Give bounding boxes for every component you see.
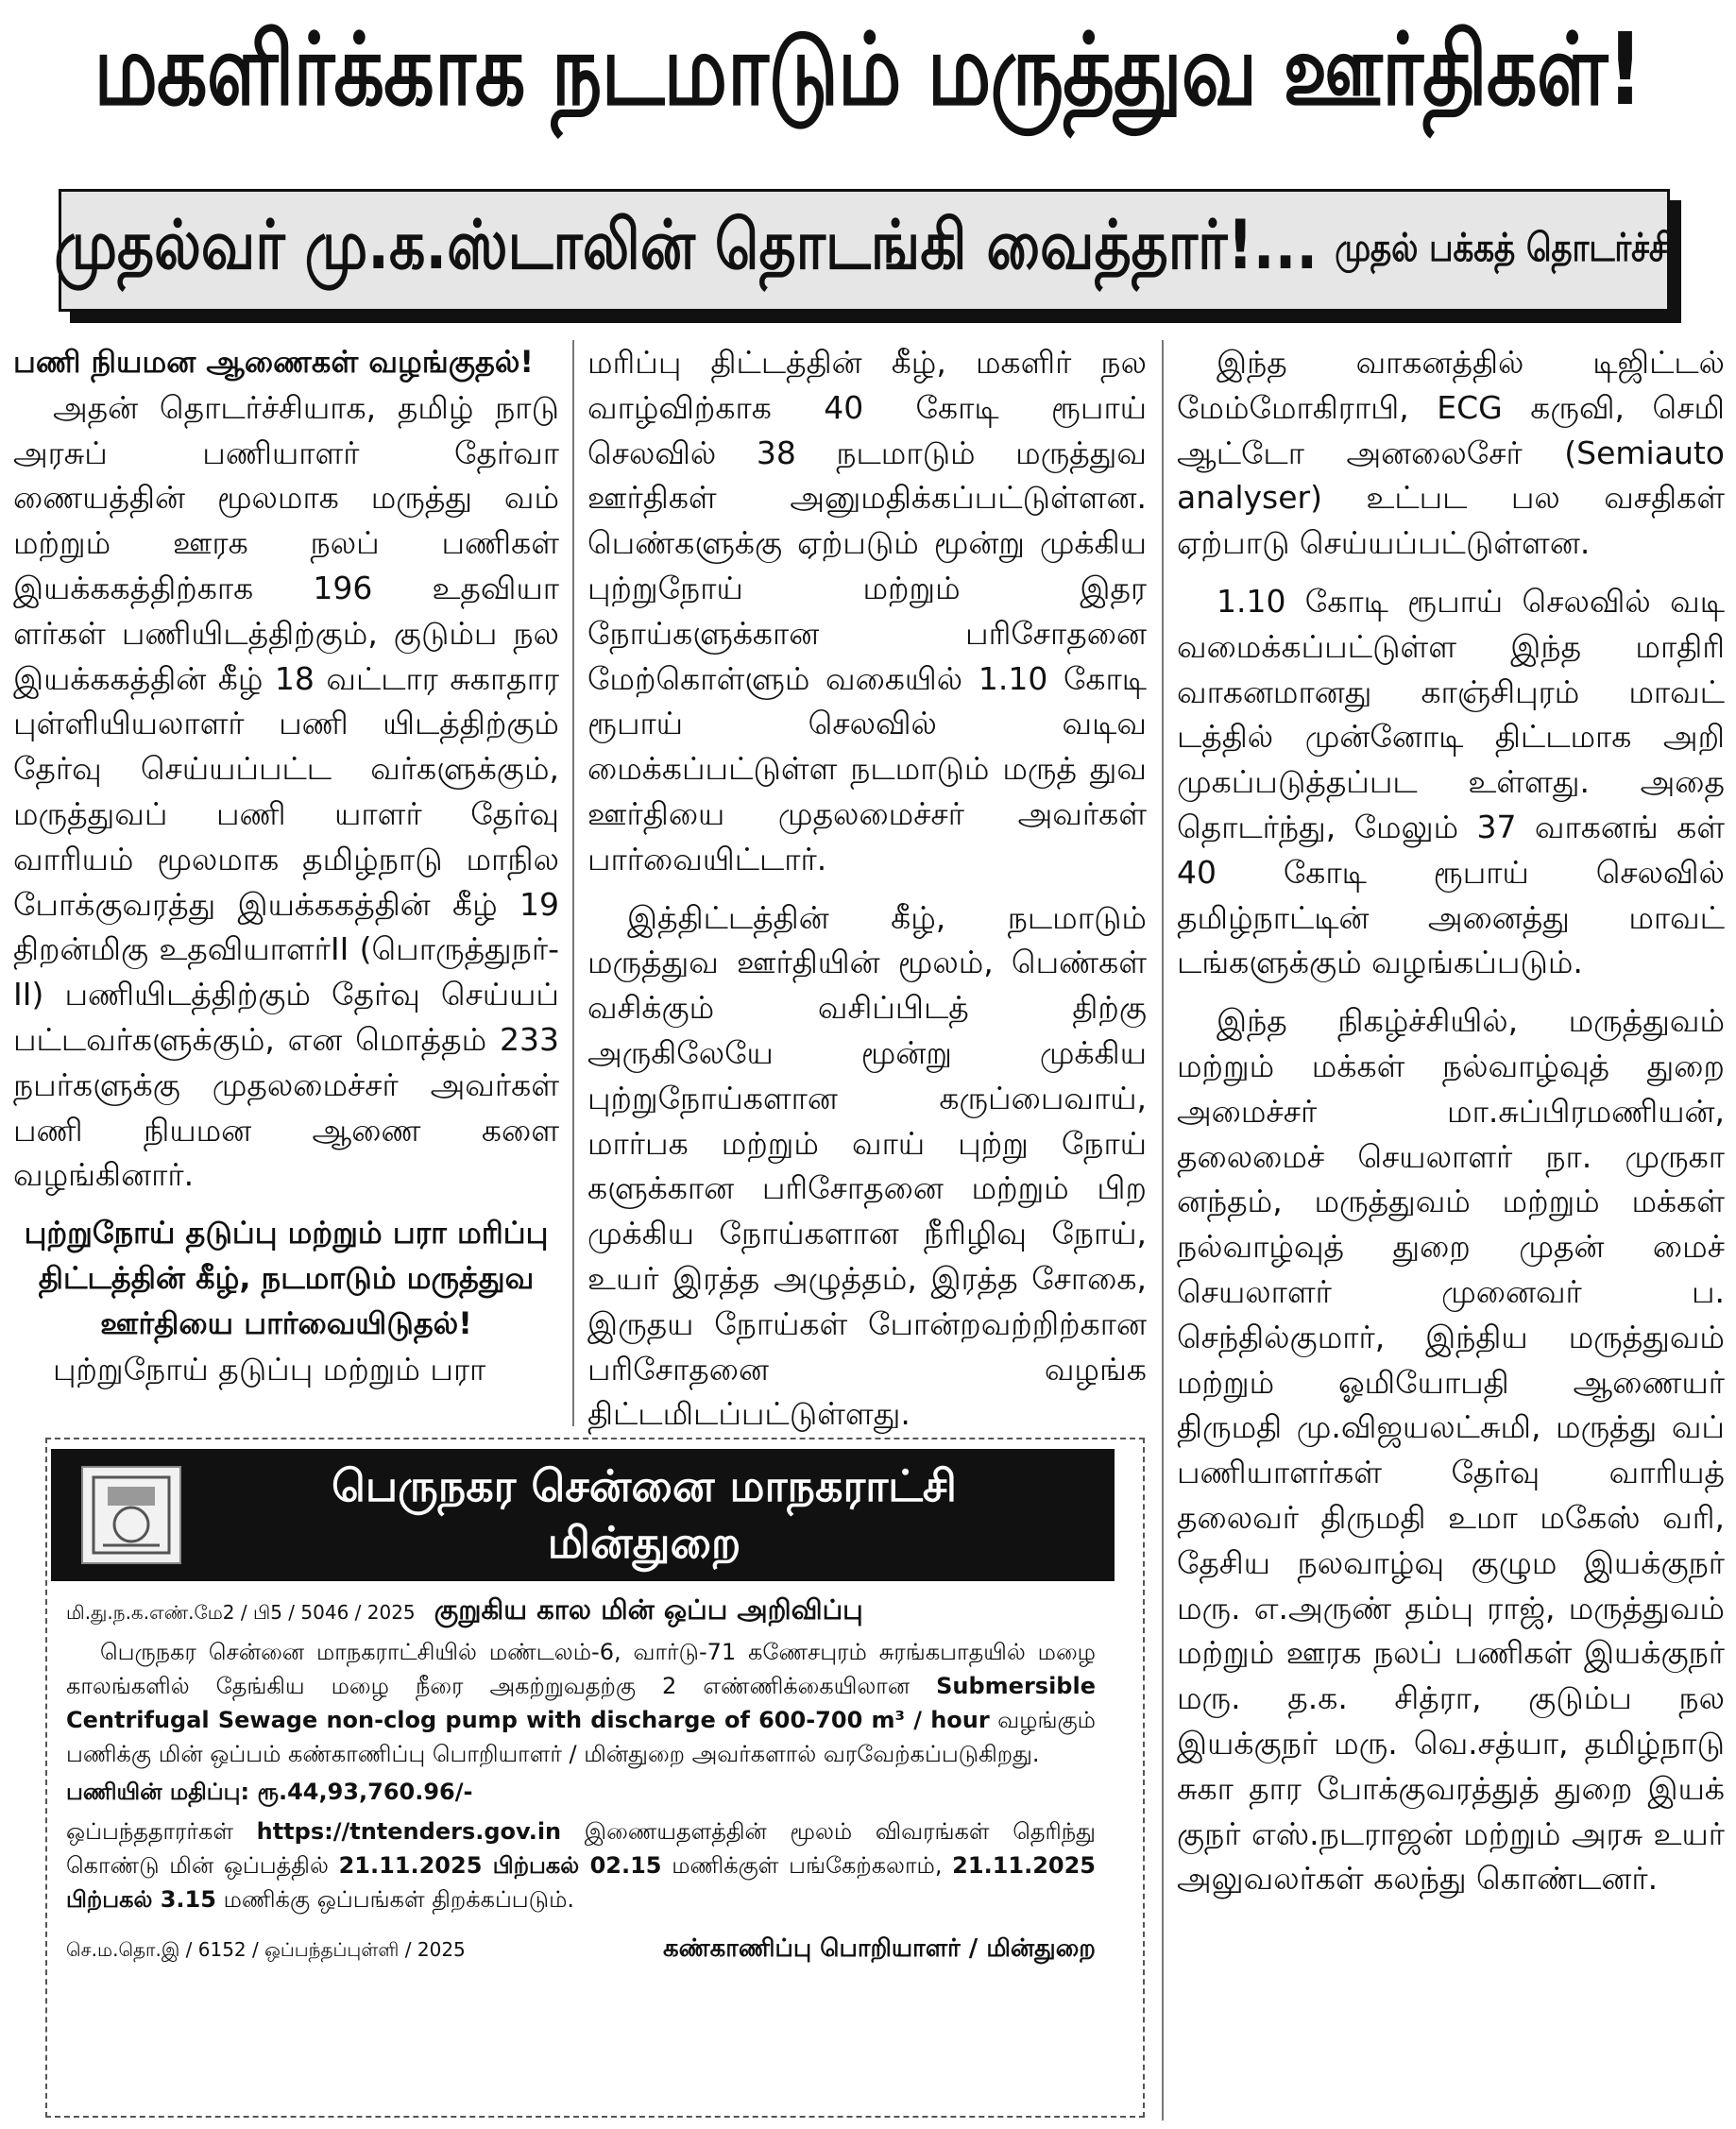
article-column-2	[587, 340, 1147, 1437]
notice-title: குறுகிய கால மின் ஒப்ப அறிவிப்பு	[434, 1593, 863, 1626]
corporation-emblem-icon	[81, 1466, 181, 1564]
section-heading: புற்றுநோய் தடுப்பு மற்றும் பரா மரிப்பு திட்டத்தின் கீழ், நடமாடும் மருத்துவ ஊர்தியை பார்வையிடுதல்!	[24, 1215, 549, 1341]
article-paragraph: மரிப்பு திட்டத்தின் கீழ், மகளிர் நல வாழ்விற்காக 40 கோடி ரூபாய் செலவில் 38 நடமாடும் மருத்துவ ஊர்திகள் அனுமதிக்கப்பட்டுள்ளன. பெண்களுக்கு ஏற்படும் மூன்று முக்கிய புற்றுநோய் மற்றும் இதர நோய்களுக்கான பரிசோதனை மேற்கொள்ளும் வகையில் 1.10 கோடி ரூபாய் செலவில் வடிவ மைக்கப்பட்டுள்ள நடமாடும் மருத் துவ ஊர்தியை முதலமைச்சர் அவர்கள் பார்வையிட்டார்.	[587, 344, 1147, 877]
subheadline: முதல்வர் மு.க.ஸ்டாலின் தொடங்கி வைத்தார்!...	[54, 206, 1319, 286]
notice-org-title: பெருநகர சென்னை மாநகராட்சி	[332, 1460, 957, 1511]
notice-paragraph	[66, 1814, 1096, 1916]
article-column-1	[13, 340, 559, 1391]
notice-reference: மி.து.ந.க.எண்.மே2 / பி5 / 5046 / 2025	[66, 1601, 416, 1624]
tender-website-link[interactable]: https://tntenders.gov.in	[256, 1818, 562, 1845]
notice-date-opening: 21.11.2025 பிற்பகல் 3.15	[66, 1852, 1096, 1913]
notice-paragraph	[66, 1635, 1096, 1771]
notice-text: இணையதளத்தின் மூலம் விவரங்கள் தெரிந்து கொண்டு மின் ஒப்பத்தில்	[66, 1818, 1096, 1879]
notice-text: மணிக்குள் பங்கேற்கலாம்,	[672, 1852, 943, 1879]
article-paragraph: 1.10 கோடி ரூபாய் செலவில் வடி வமைக்கப்பட்டுள்ள இந்த மாதிரி வாகனமானது காஞ்சிபுரம் மாவட் டத்தில் முன்னோடி திட்டமாக அறி முகப்படுத்தப்பட உள்ளது. அதை தொடர்ந்து, மேலும் 37 வாகனங் கள் 40 கோடி ரூபாய் செலவில் தமிழ்நாட்டின் அனைத்து மாவட் டங்களுக்கும் வழங்கப்படும்.	[1177, 582, 1725, 981]
notice-footer-reference: செ.ம.தொ.இ / 6152 / ஒப்பந்தப்புள்ளி / 2025	[66, 1938, 466, 1961]
notice-text: பெருநகர சென்னை மாநகராட்சியில் மண்டலம்-6, வார்டு-71 கணேசபுரம் சுரங்கபாதயில் மழை காலங்களில் தேங்கிய மழை நீரை அகற்றுவதற்கு 2 எண்ணிக்கையிலான	[66, 1639, 1096, 1699]
continued-label: முதல் பக்கத் தொடர்ச்சி	[1335, 225, 1675, 271]
headline: மகளிர்க்காக நடமாடும் மருத்துவ ஊர்திகள்!	[94, 11, 1642, 128]
notice-text: வழங்கும் பணிக்கு மின் ஒப்பம் கண்காணிப்பு பொறியாளர் / மின்துறை அவர்களால் வரவேற்கப்படுகிறது.	[66, 1707, 1096, 1767]
notice-dept-title: மின்துறை	[547, 1517, 741, 1568]
tender-notice-body	[66, 1592, 1096, 1967]
article-paragraph: புற்றுநோய் தடுப்பு மற்றும் பரா	[53, 1350, 486, 1388]
notice-pump-spec: Submersible Centrifugal Sewage non-clog pump with discharge of 600-700 m³ / hour	[66, 1673, 1096, 1733]
notice-date-submission: 21.11.2025 பிற்பகல் 02.15	[338, 1852, 662, 1879]
column-divider	[1162, 340, 1164, 2120]
column-divider	[572, 340, 574, 1426]
notice-text: மணிக்கு ஒப்பங்கள் திறக்கப்படும்.	[223, 1886, 575, 1913]
article-paragraph: இத்திட்டத்தின் கீழ், நடமாடும் மருத்துவ ஊர்தியின் மூலம், பெண்கள் வசிக்கும் வசிப்பிடத் திற்கு அருகிலேயே மூன்று முக்கிய புற்றுநோய்களான கருப்பைவாய், மார்பக மற்றும் வாய் புற்று நோய் களுக்கான பரிசோதனை மற்றும் பிற முக்கிய நோய்களான நீரிழிவு நோய், உயர் இரத்த அழுத்தம், இரத்த சோகை, இருதய நோய்கள் போன்றவற்றிற்கான பரிசோதனை வழங்க திட்டமிடப்பட்டுள்ளது.	[587, 898, 1147, 1433]
tender-notice-header	[51, 1449, 1115, 1581]
article-paragraph: இந்த வாகனத்தில் டிஜிட்டல் மேம்மோகிராபி, ECG கருவி, செமி ஆட்டோ அனலைசேர் (Semiauto analyser) உட்பட பல வசதிகள் ஏற்பாடு செய்யப்பட்டுள்ளன.	[1177, 344, 1725, 562]
notice-work-value: பணியின் மதிப்பு: ரூ.44,93,760.96/-	[66, 1779, 473, 1805]
notice-text: ஒப்பந்ததாரர்கள்	[66, 1818, 233, 1845]
section-heading: பணி நியமன ஆணைகள் வழங்குதல்!	[13, 344, 535, 380]
subheadline-box	[54, 189, 1675, 312]
notice-signature: கண்காணிப்பு பொறியாளர் / மின்துறை	[662, 1934, 1096, 1963]
article-paragraph: அதன் தொடர்ச்சியாக, தமிழ் நாடு அரசுப் பணியாளர் தேர்வா ணையத்தின் மூலமாக மருத்து வம் மற்றும் ஊரக நலப் பணிகள் இயக்ககத்திற்காக 196 உதவியா ளர்கள் பணியிடத்திற்கும், குடும்ப நல இயக்ககத்தின் கீழ் 18 வட்டார சுகாதார புள்ளியியலாளர் பணி யிடத்திற்கும் தேர்வு செய்யப்பட்ட வர்களுக்கும், மருத்துவப் பணி யாளர் தேர்வு வாரியம் மூலமாக தமிழ்நாடு மாநில போக்குவரத்து இயக்ககத்தின் கீழ் 19 திறன்மிகு உதவியாளர்II (பொருத்துநர்- II) பணியிடத்திற்கும் தேர்வு செய்யப் பட்டவர்களுக்கும், என மொத்தம் 233 நபர்களுக்கு முதலமைச்சர் அவர்கள் பணி நியமன ஆணை களை வழங்கினார்.	[13, 388, 559, 1194]
article-column-3	[1177, 340, 1725, 1901]
article-paragraph: இந்த நிகழ்ச்சியில், மருத்துவம் மற்றும் மக்கள் நல்வாழ்வுத் துறை அமைச்சர் மா.சுப்பிரமணியன், தலைமைச் செயலாளர் நா. முருகா னந்தம், மருத்துவம் மற்றும் மக்கள் நல்வாழ்வுத் துறை முதன் மைச் செயலாளர் முனைவர் ப. செந்தில்குமார், இந்திய மருத்துவம் மற்றும் ஓமியோபதி ஆணையர் திருமதி மு.விஜயலட்சுமி, மருத்து வப் பணியாளர்கள் தேர்வு வாரியத் தலைவர் திருமதி உமா மகேஸ் வரி, தேசிய நலவாழ்வு குழும இயக்குநர் மரு. எ.அருண் தம்பு ராஜ், மருத்துவம் மற்றும் ஊரக நலப் பணிகள் இயக்குநர் மரு. த.க. சித்ரா, குடும்ப நல இயக்குநர் மரு. வெ.சத்யா, தமிழ்நாடு சுகா தார போக்குவரத்துத் துறை இயக் குநர் எஸ்.நடராஜன் மற்றும் அரசு உயர் அலுவலர்கள் கலந்து கொண்டனர்.	[1177, 1002, 1725, 1898]
